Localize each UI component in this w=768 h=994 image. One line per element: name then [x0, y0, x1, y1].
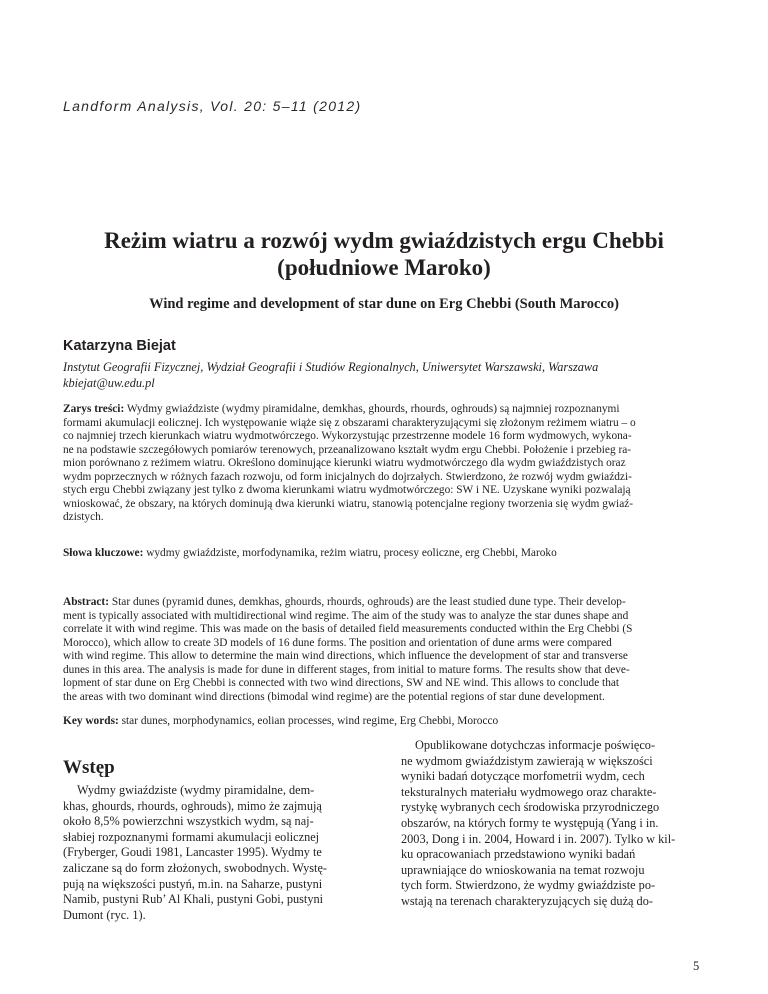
journal-citation: Landform Analysis, Vol. 20: 5–11 (2012)	[63, 98, 362, 114]
english-keywords-label: Key words:	[63, 715, 119, 727]
polish-abstract	[63, 403, 711, 525]
abstract-text: Wydmy gwiaździste (wydmy piramidalne, demkhas, ghourds, rhourds, oghrouds) są najmniej rozpoznanymi	[124, 403, 620, 415]
section-heading: Wstęp	[63, 757, 115, 778]
abstract-line: lopment of star dune on Erg Chebbi is connected with two wind directions, SW and NE wind. This allows to conclude that	[63, 677, 620, 689]
author-affiliation	[63, 359, 723, 391]
english-abstract-label: Abstract:	[63, 596, 109, 608]
polish-keywords-label: Słowa kluczowe:	[63, 547, 144, 559]
body-line: Dumont (ryc. 1).	[63, 907, 146, 922]
abstract-line: ment is typically associated with multidirectional wind regime. The aim of the study was to analyze the star dunes shape and	[63, 609, 629, 622]
body-line: uprawniające do wnioskowania na temat rozwoju	[401, 862, 645, 877]
english-keywords	[63, 715, 711, 729]
body-line: teksturalnych materiału wydmowego oraz charakte-	[401, 784, 657, 799]
abstract-line: stych ergu Chebbi związany jest tylko z dwoma kierunkami wiatru wydmotwórczego: SW i NE. Uzyskane wyniki pozwalają	[63, 484, 631, 496]
author-name: Katarzyna Biejat	[63, 338, 176, 354]
page-number: 5	[693, 959, 700, 973]
abstract-line: mion porównano z reżimem wiatru. Określono dominujące kierunki wiatru wydmotwórczego dla wydm gwiaździstych oraz	[63, 457, 626, 469]
body-line: pują na większości pustyń, m.in. na Saharze, pustyni	[63, 876, 323, 891]
abstract-line	[63, 403, 711, 417]
article-title	[0, 227, 768, 281]
body-line: obszarów, na których formy te występują (Yang i in.	[401, 815, 659, 830]
body-line: khas, ghourds, rhourds, oghrouds), mimo że zajmują	[63, 798, 322, 813]
abstract-line: co najmniej trzech kierunkach wiatru wydmotwórczego. Wykorzystując przestrzenne modele 16 form wydmowych, wykona-	[63, 430, 632, 442]
abstract-line: Morocco), which allow to create 3D models of 16 dune forms. The position and orientation of dune arms were compared	[63, 636, 612, 649]
body-line: około 8,5% powierzchni wszystkich wydm, są naj-	[63, 814, 314, 829]
right-column	[401, 738, 723, 910]
keywords-line	[63, 715, 711, 729]
abstract-line: formami akumulacji eolicznej. Ich występowanie wiąże się z obszarami charakteryzującymi się złożonym reżimem wiatru – o	[63, 416, 636, 429]
polish-keywords	[63, 547, 711, 561]
keywords-line	[63, 547, 711, 561]
abstract-line	[63, 596, 711, 610]
english-abstract	[63, 596, 711, 704]
body-line: 2003, Dong i in. 2004, Howard i in. 2007). Tylko w kil-	[401, 831, 676, 846]
abstract-line: wnioskować, że obszary, na których dominują dwa kierunki wiatru, stanowią potencjalne regiony tworzenia się wydm gwiaź-	[63, 497, 634, 510]
article-title-line: Reżim wiatru a rozwój wydm gwiaździstych ergu Chebbi	[104, 228, 664, 253]
abstract-line: dunes in this area. The analysis is made for dune in different stages, from initial to mature forms. The results show that deve-	[63, 663, 630, 676]
keywords-text: wydmy gwiaździste, morfodynamika, reżim wiatru, procesy eoliczne, erg Chebbi, Maroko	[143, 547, 557, 559]
body-line: słabiej rozpoznanymi formami akumulacji eolicznej	[63, 829, 320, 844]
abstract-line: with wind regime. This allow to determine the main wind directions, which influence the development of star and transverse	[63, 650, 628, 662]
body-line: tych form. Stwierdzono, że wydmy gwiaździste po-	[401, 878, 656, 893]
body-line: Wydmy gwiaździste (wydmy piramidalne, dem-	[77, 783, 315, 797]
body-line: Namib, pustyni Rub’ Al Khali, pustyni Gobi, pustyni	[63, 892, 324, 907]
polish-abstract-label: Zarys treści:	[63, 403, 125, 415]
abstract-line: the areas with two dominant wind directions (bimodal wind regime) are the potential regions of star dune development.	[63, 690, 605, 703]
abstract-line: dzistych.	[63, 511, 104, 523]
body-line: ne wydmom gwiaździstym zawierają w większości	[401, 753, 653, 768]
english-title: Wind regime and development of star dune on Erg Chebbi (South Marocco)	[149, 296, 619, 312]
body-line: wyniki badań dotyczące morfometrii wydm, cech	[401, 769, 645, 784]
body-line: Opublikowane dotychczas informacje poświęco-	[415, 738, 656, 752]
body-line: ku opracowaniach przedstawiono wyniki badań	[401, 847, 636, 862]
body-paragraph	[63, 783, 383, 923]
body-paragraph	[401, 738, 723, 910]
body-line: wstają na terenach charakteryzujących się dużą do-	[401, 893, 653, 908]
abstract-line: ne na podstawie szczegółowych pomiarów terenowych, przeanalizowano kształt wydm ergu Chebbi. Położenie i przebieg ra-	[63, 443, 632, 456]
body-line: zaliczane są do form złożonych, swobodnych. Wystę-	[63, 860, 328, 875]
body-line: (Fryberger, Goudi 1981, Lancaster 1995). Wydmy te	[63, 845, 322, 860]
keywords-text: star dunes, morphodynamics, eolian processes, wind regime, Erg Chebbi, Morocco	[118, 715, 499, 727]
affiliation-line: Instytut Geografii Fizycznej, Wydział Geografii i Studiów Regionalnych, Uniwersytet Warszawski, Warszawa	[63, 360, 599, 374]
abstract-line: wydm poprzecznych w różnych fazach rozwoju, od form inicjalnych do dojrzałych. Stwierdzono, że rozwój wydm gwiaździ-	[63, 470, 632, 483]
article-title-line: (południowe Maroko)	[277, 255, 491, 280]
body-line: rystykę wybranych cech środowiska przyrodniczego	[401, 800, 660, 815]
abstract-line: correlate it with wind regime. This was made on the basis of detailed field measurements conducted within the Erg Chebbi (S	[63, 623, 633, 635]
author-email: kbiejat@uw.edu.pl	[63, 376, 155, 390]
abstract-text: Star dunes (pyramid dunes, demkhas, ghourds, rhourds, oghrouds) are the least studied dune type. Their develop-	[109, 596, 626, 608]
left-column	[63, 752, 383, 923]
